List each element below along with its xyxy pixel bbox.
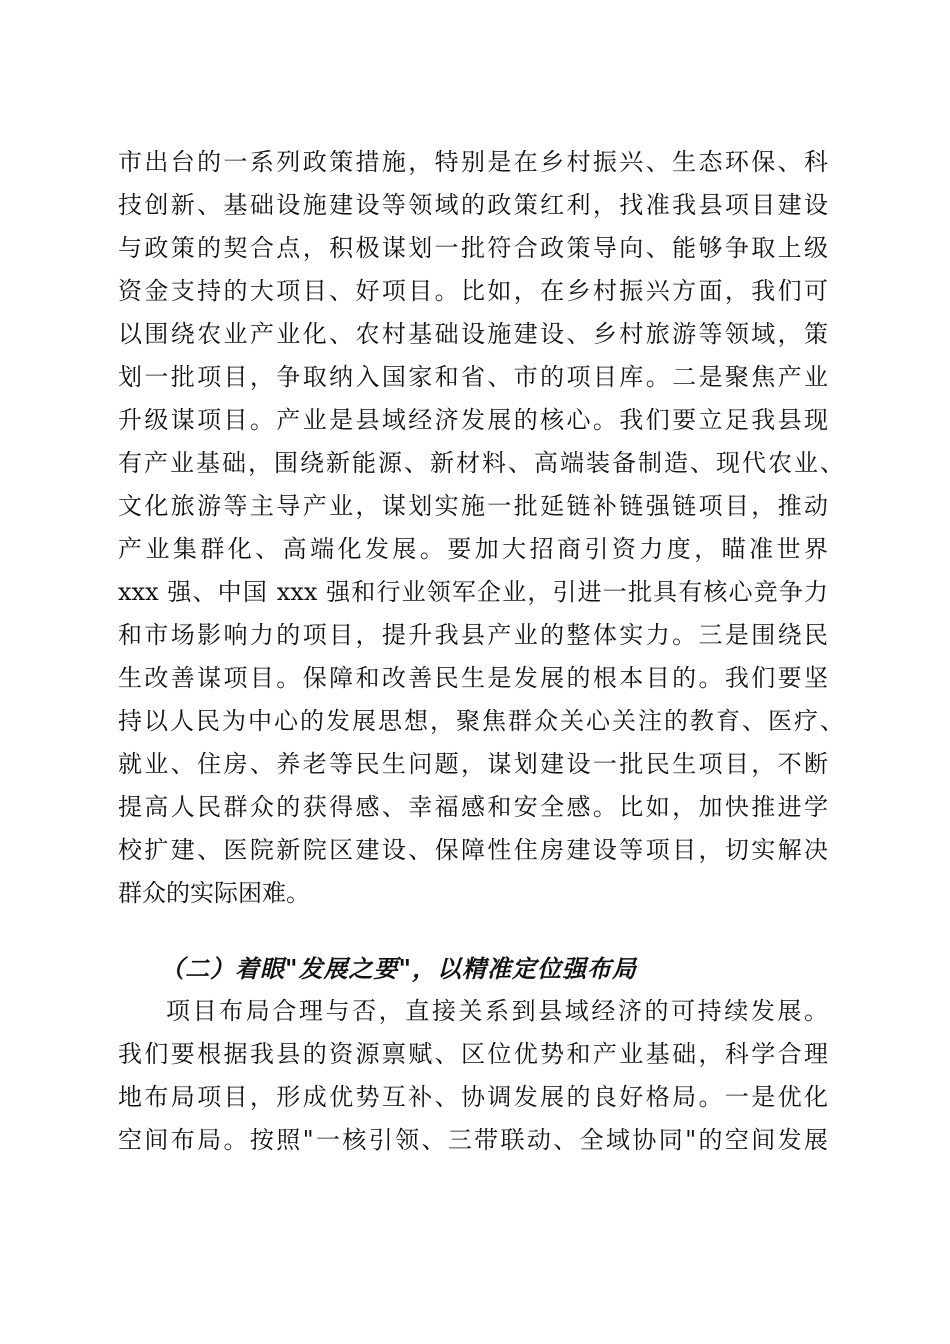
paragraph-1-line-5: 以围绕农业产业化、农村基础设施建设、乡村旅游等领域，策 xyxy=(118,320,828,348)
paragraph-2-line-3: 地布局项目，形成优势互补、协调发展的良好格局。一是优化 xyxy=(118,1083,828,1111)
paragraph-1-line-1: 市出台的一系列政策措施，特别是在乡村振兴、生态环保、科 xyxy=(118,148,828,176)
paragraph-1-line-7: 升级谋项目。产业是县域经济发展的核心。我们要立足我县现 xyxy=(118,406,828,434)
section-heading: （二）着眼"发展之要"，以精准定位强布局 xyxy=(160,954,638,983)
paragraph-1-line-18: 群众的实际困难。 xyxy=(118,879,310,907)
paragraph-2-line-1: 项目布局合理与否，直接关系到县域经济的可持续发展。 xyxy=(166,997,828,1025)
paragraph-1-line-14: 持以人民为中心的发展思想，聚焦群众关心关注的教育、医疗、 xyxy=(118,707,844,735)
paragraph-1-line-16: 提高人民群众的获得感、幸福感和安全感。比如，加快推进学 xyxy=(118,793,828,821)
paragraph-1-line-8: 有产业基础，围绕新能源、新材料、高端装备制造、现代农业、 xyxy=(118,449,844,477)
paragraph-1-line-3: 与政策的契合点，积极谋划一批符合政策导向、能够争取上级 xyxy=(118,234,828,262)
paragraph-1-line-12: 和市场影响力的项目，提升我县产业的整体实力。三是围绕民 xyxy=(118,621,828,649)
paragraph-1-line-2: 技创新、基础设施建设等领域的政策红利，找准我县项目建设 xyxy=(118,191,828,219)
paragraph-2-line-2: 我们要根据我县的资源禀赋、区位优势和产业基础，科学合理 xyxy=(118,1040,828,1068)
paragraph-1-line-15: 就业、住房、养老等民生问题，谋划建设一批民生项目，不断 xyxy=(118,750,828,778)
paragraph-1-line-4: 资金支持的大项目、好项目。比如，在乡村振兴方面，我们可 xyxy=(118,277,828,305)
paragraph-1-line-13: 生改善谋项目。保障和改善民生是发展的根本目的。我们要坚 xyxy=(118,664,828,692)
paragraph-1-line-6: 划一批项目，争取纳入国家和省、市的项目库。二是聚焦产业 xyxy=(118,363,828,391)
paragraph-1-line-10: 产业集群化、高端化发展。要加大招商引资力度，瞄准世界 xyxy=(118,535,828,563)
paragraph-1-line-11: xxx 强、中国 xxx 强和行业领军企业，引进一批具有核心竞争力 xyxy=(118,578,828,606)
paragraph-1-line-17: 校扩建、医院新院区建设、保障性住房建设等项目，切实解决 xyxy=(118,836,828,864)
paragraph-2-line-4: 空间布局。按照"一核引领、三带联动、全域协同"的空间发展 xyxy=(118,1126,828,1154)
paragraph-1-line-9: 文化旅游等主导产业，谋划实施一批延链补链强链项目，推动 xyxy=(118,492,828,520)
